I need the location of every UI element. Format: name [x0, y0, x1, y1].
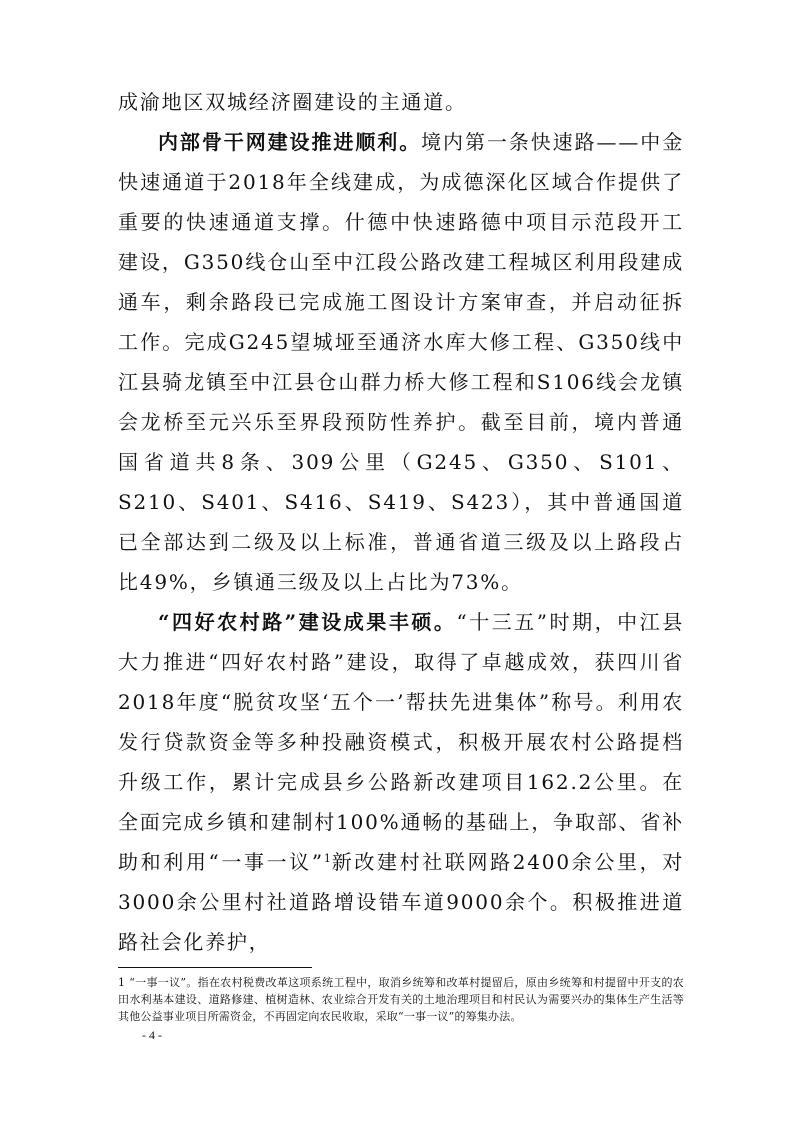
- paragraph-2-heading: 内部骨干网建设推进顺利。: [158, 130, 422, 154]
- paragraph-3-text-part-1: “十三五”时期，中江县大力推进“四好农村路”建设，取得了卓越成效，获四川省2018年度“脱贫攻坚‘五个一’帮扶先进集体”称号。利用农发行贷款资金等多种投融资模式，积极开展农村公路提档升级工作，累计完成县乡公路新改建项目162.2公里。在全面完成乡镇和建制村100%通畅的基础上，争取部、省补助和利用“一事一议”: [118, 610, 684, 874]
- paragraph-3-heading: “四好农村路”建设成果丰硕。: [158, 610, 457, 634]
- paragraph-1: [118, 82, 684, 122]
- page-number: - 4 -: [142, 1028, 162, 1042]
- paragraph-1-text: 成渝地区双城经济圈建设的主通道。: [118, 90, 467, 114]
- paragraph-3: [118, 602, 684, 962]
- footnote-text: “一事一议”。指在农村税费改革这项系统工程中，取消乡统筹和改革村提留后，原由乡统筹和村提留中开支的农田水利基本建设、道路修建、植树造林、农业综合开发有关的土地治理项目和村民认为需要兴办的集体生产生活等其他公益事业项目所需资金，不再固定向农民收取，采取“一事一议”的筹集办法。: [118, 976, 684, 1023]
- footnote: [118, 974, 684, 1025]
- paragraph-2: [118, 122, 684, 602]
- footnote-number: 1: [118, 976, 126, 989]
- footnote-reference[interactable]: 1: [323, 852, 331, 865]
- body-text: [118, 82, 684, 962]
- footnote-separator: [118, 967, 312, 968]
- paragraph-3-text-part-2: 新改建村社联网路2400余公里，对3000余公里村社道路增设错车道9000余个。积极推进道路社会化养护，: [118, 850, 684, 954]
- paragraph-2-text: 境内第一条快速路——中金快速通道于2018年全线建成，为成德深化区域合作提供了重要的快速通道支撑。什德中快速路德中项目示范段开工建设，G350线仓山至中江段公路改建工程城区利用段建成通车，剩余路段已完成施工图设计方案审查，并启动征拆工作。完成G245望城垭至通济水库大修工程、G350线中江县骑龙镇至中江县仓山群力桥大修工程和S106线会龙镇会龙桥至元兴乐至界段预防性养护。截至目前，境内普通国省道共8条、309公里（G245、G350、S101、S210、S401、S416、S419、S423），其中普通国道已全部达到二级及以上标准，普通省道三级及以上路段占比49%，乡镇通三级及以上占比为73%。: [118, 130, 684, 594]
